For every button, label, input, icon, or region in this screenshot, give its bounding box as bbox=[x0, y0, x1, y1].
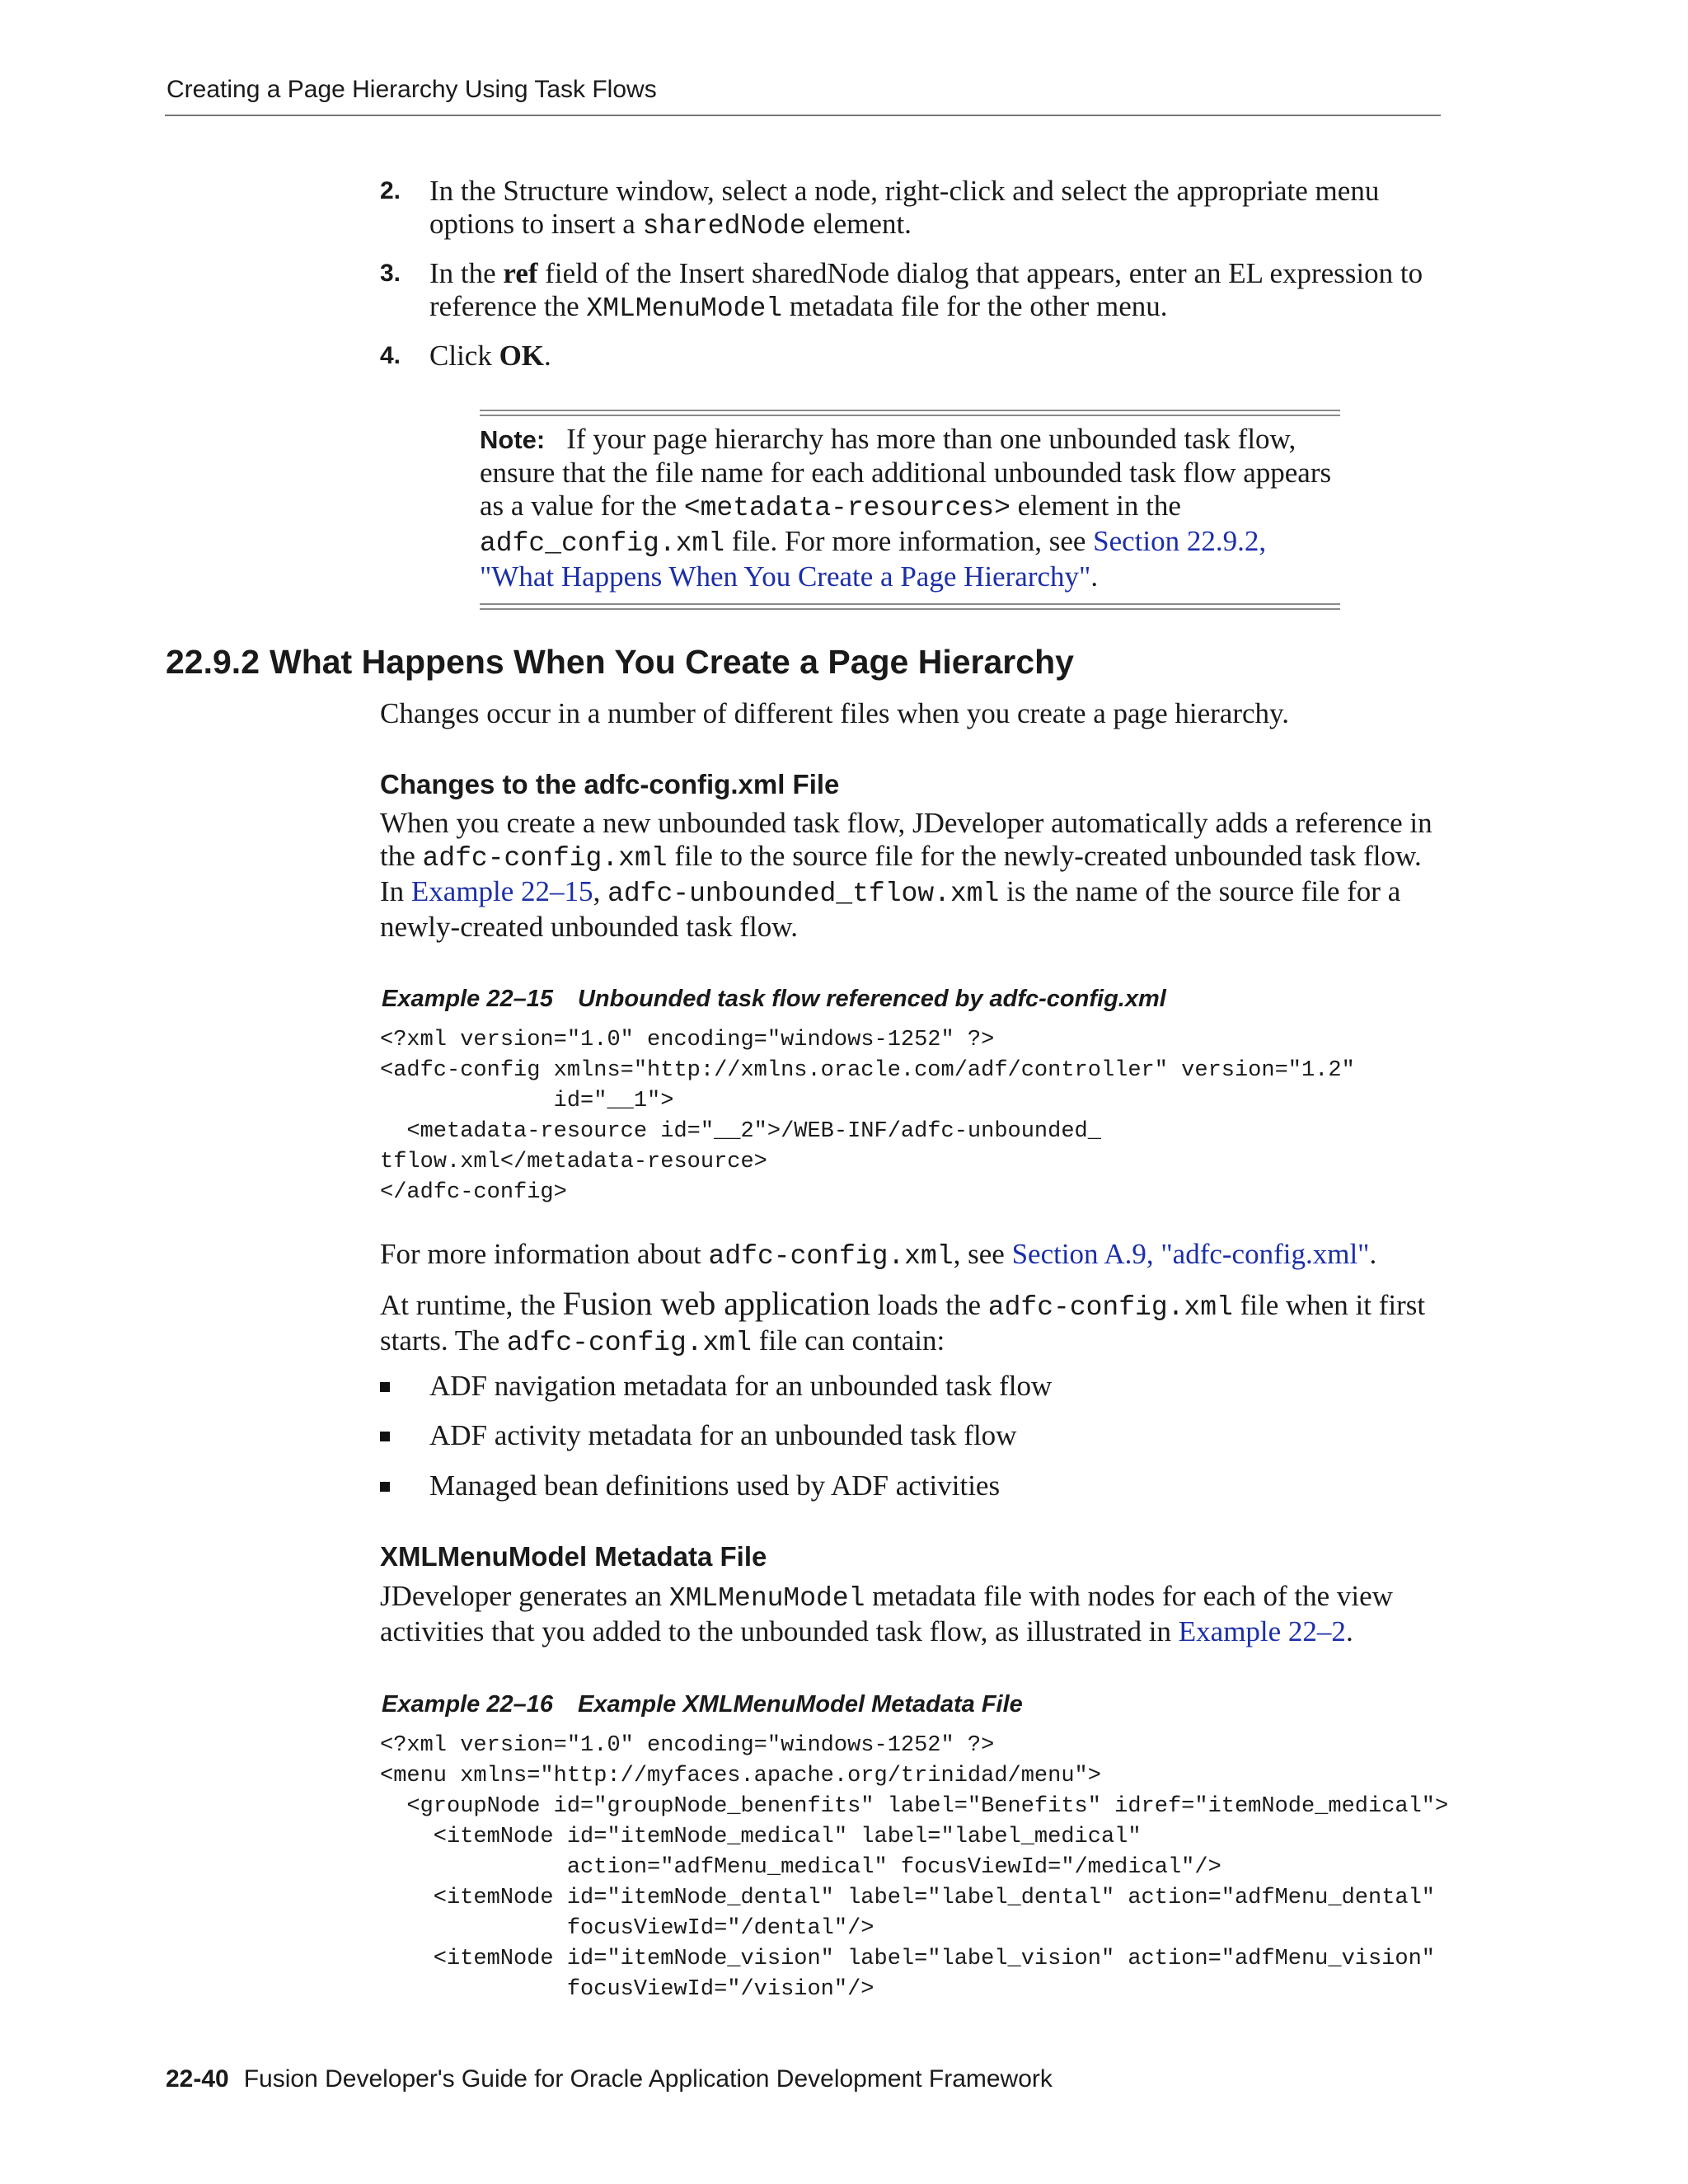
note-bottom-rule bbox=[480, 603, 1340, 610]
book-title: Fusion Developer's Guide for Oracle Application Development Framework bbox=[243, 2065, 1053, 2093]
example-15-title: Example 22–15 Unbounded task flow referenced by adfc-config.xml bbox=[382, 986, 1166, 1012]
subheading-adfc-config: Changes to the adfc-config.xml File bbox=[380, 769, 840, 799]
note-label: Note: bbox=[480, 425, 546, 454]
code-line: <menu xmlns="http://myfaces.apache.org/trinidad/menu"> bbox=[380, 1764, 1101, 1788]
step-text: In the ref field of the Insert sharedNode dialog that appears, enter an EL expression to reference the XMLMenuModel metadata file for the other menu. bbox=[429, 257, 1423, 324]
example-16-code bbox=[380, 1731, 1448, 2005]
code-line: <metadata-resource id="__2">/WEB-INF/adfc-unbounded_ bbox=[406, 1119, 1101, 1144]
code-line: <itemNode id="itemNode_vision" label="label_vision" action="adfMenu_vision" bbox=[433, 1947, 1436, 1971]
code-line: action="adfMenu_medical" focusViewId="/medical"/> bbox=[566, 1855, 1221, 1880]
code-line: <groupNode id="groupNode_benenfits" label="Benefits" idref="itemNode_medical"> bbox=[406, 1794, 1449, 1819]
note-section-link[interactable]: Section 22.9.2, "What Happens When You Create a Page Hierarchy" bbox=[480, 525, 1267, 593]
xmlmenumodel-paragraph: JDeveloper generates an XMLMenuModel metadata file with nodes for each of the view activities that you added to the unbounded task flow, as illustrated in Example 22–2. bbox=[380, 1580, 1393, 1647]
header-rule bbox=[165, 115, 1441, 116]
example-15-code bbox=[380, 1025, 1355, 1208]
code-line: </adfc-config> bbox=[380, 1180, 567, 1205]
page-number: 22-40 bbox=[166, 2065, 229, 2093]
example-16-title: Example 22–16 Example XMLMenuModel Metadata File bbox=[382, 1691, 1023, 1718]
intro-paragraph: Changes occur in a number of different files when you create a page hierarchy. bbox=[380, 697, 1289, 729]
runtime-paragraph: At runtime, the Fusion web application loads the adfc-config.xml file when it first starts. The adfc-config.xml file can contain: bbox=[380, 1285, 1426, 1358]
bullet-icon bbox=[380, 1432, 390, 1441]
code-line: <itemNode id="itemNode_medical" label="label_medical" bbox=[433, 1825, 1142, 1849]
subheading-xmlmenumodel: XMLMenuModel Metadata File bbox=[380, 1541, 767, 1572]
code-line: <?xml version="1.0" encoding="windows-1252" ?> bbox=[380, 1028, 995, 1052]
code-line: <?xml version="1.0" encoding="windows-1252" ?> bbox=[380, 1733, 995, 1758]
running-header: Creating a Page Hierarchy Using Task Flows bbox=[166, 76, 657, 103]
note-top-rule bbox=[480, 410, 1340, 416]
section-a9-link[interactable]: Section A.9, "adfc-config.xml" bbox=[1011, 1238, 1370, 1270]
step-number: 4. bbox=[380, 342, 401, 369]
step-number: 3. bbox=[380, 260, 401, 287]
code-line: focusViewId="/vision"/> bbox=[380, 1977, 874, 2002]
section-heading bbox=[166, 643, 1074, 682]
adfc-config-paragraph: When you create a new unbounded task flow, JDeveloper automatically adds a reference in the adfc-config.xml file to the source file for the newly-created unbounded task flow. In Example 22–15, adfc-unbounded_tflow.xml is the name of the source file for a newly-created unbounded task flow. bbox=[380, 807, 1432, 943]
page-footer bbox=[166, 2065, 1053, 2093]
code-line: focusViewId="/dental"/> bbox=[566, 1916, 874, 1941]
example-22-2-link[interactable]: Example 22–2 bbox=[1178, 1615, 1346, 1647]
section-number: 22.9.2 bbox=[166, 643, 260, 681]
bullet-icon bbox=[380, 1482, 390, 1492]
step-text: Click OK. bbox=[429, 340, 551, 372]
step-number: 2. bbox=[380, 177, 401, 204]
code-line: tflow.xml</metadata-resource> bbox=[380, 1150, 767, 1174]
code-line: <itemNode id="itemNode_dental" label="label_dental" action="adfMenu_dental" bbox=[433, 1886, 1436, 1910]
step-text: In the Structure window, select a node, right-click and select the appropriate menu options to insert a sharedNode element. bbox=[429, 175, 1380, 241]
more-info-paragraph: For more information about adfc-config.xml, see Section A.9, "adfc-config.xml". bbox=[380, 1238, 1377, 1272]
bullet-icon bbox=[380, 1382, 390, 1392]
example-22-15-link[interactable]: Example 22–15 bbox=[410, 875, 593, 907]
code-line: id="__1"> bbox=[553, 1089, 674, 1113]
code-line: <adfc-config xmlns="http://xmlns.oracle.com/adf/controller" version="1.2" bbox=[380, 1058, 1355, 1083]
note-body: Note: If your page hierarchy has more than one unbounded task flow, ensure that the file name for each additional unbounded task flow appears as a value for the <metadata-resources> element in the adfc_config.xml file. For more information, see Section 22.9.2, "What Happens When You Create a Page Hierarchy". bbox=[480, 423, 1332, 593]
section-title: What Happens When You Create a Page Hierarchy bbox=[270, 643, 1074, 681]
